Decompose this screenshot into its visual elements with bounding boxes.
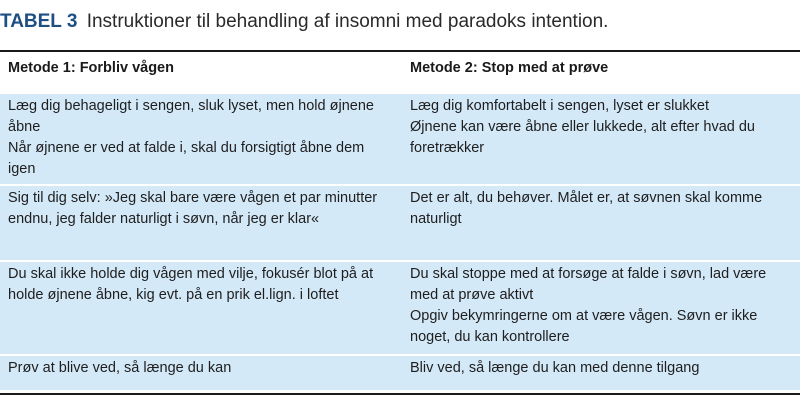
bottom-rule <box>0 393 800 395</box>
header-row <box>0 52 800 94</box>
cell-text: Opgiv bekymringerne om at være vågen. Søvn er ikke noget, du kan kontrollere <box>410 308 758 345</box>
table-row <box>0 94 800 184</box>
table-cell <box>400 354 800 390</box>
table-caption <box>0 10 608 34</box>
cell-text: Bliv ved, så længe du kan med denne tilgang <box>410 360 700 376</box>
table-cell <box>400 94 800 184</box>
table-row <box>0 184 800 260</box>
table-cell <box>0 354 400 390</box>
table-cell <box>0 94 400 184</box>
table-number-label: TABEL 3 <box>0 11 78 32</box>
cell-text: Læg dig komfortabelt i sengen, lyset er slukket <box>410 98 710 114</box>
column-header-method-1: Metode 1: Forbliv vågen <box>0 52 400 94</box>
table-cell <box>0 260 400 354</box>
column-header-method-2: Metode 2: Stop med at prøve <box>400 52 800 94</box>
cell-text: Du skal stoppe med at forsøge at falde i søvn, lad være med at prøve aktivt <box>410 266 767 303</box>
table-title: Instruktioner til behandling af insomni med paradoks intention. <box>86 11 609 32</box>
cell-text: Sig til dig selv: »Jeg skal bare være vågen et par minutter endnu, jeg falder naturligt i søvn, når jeg er klar« <box>8 190 378 227</box>
cell-text: Når øjnene er ved at falde i, skal du forsigtigt åbne dem igen <box>8 140 365 177</box>
cell-text: Du skal ikke holde dig vågen med vilje, fokusér blot på at holde øjnene åbne, kig evt. på en prik el.lign. i loftet <box>8 266 374 303</box>
cell-text: Det er alt, du behøver. Målet er, at søvnen skal komme naturligt <box>410 190 763 227</box>
cell-text: Øjnene kan være åbne eller lukkede, alt efter hvad du foretrækker <box>410 119 755 156</box>
instructions-table <box>0 52 800 390</box>
table-row <box>0 354 800 390</box>
table-row <box>0 260 800 354</box>
table-cell <box>0 184 400 260</box>
cell-text: Læg dig behageligt i sengen, sluk lyset, men hold øjnene åbne <box>8 98 374 135</box>
table-cell <box>400 260 800 354</box>
cell-text: Prøv at blive ved, så længe du kan <box>8 360 232 376</box>
table-cell <box>400 184 800 260</box>
